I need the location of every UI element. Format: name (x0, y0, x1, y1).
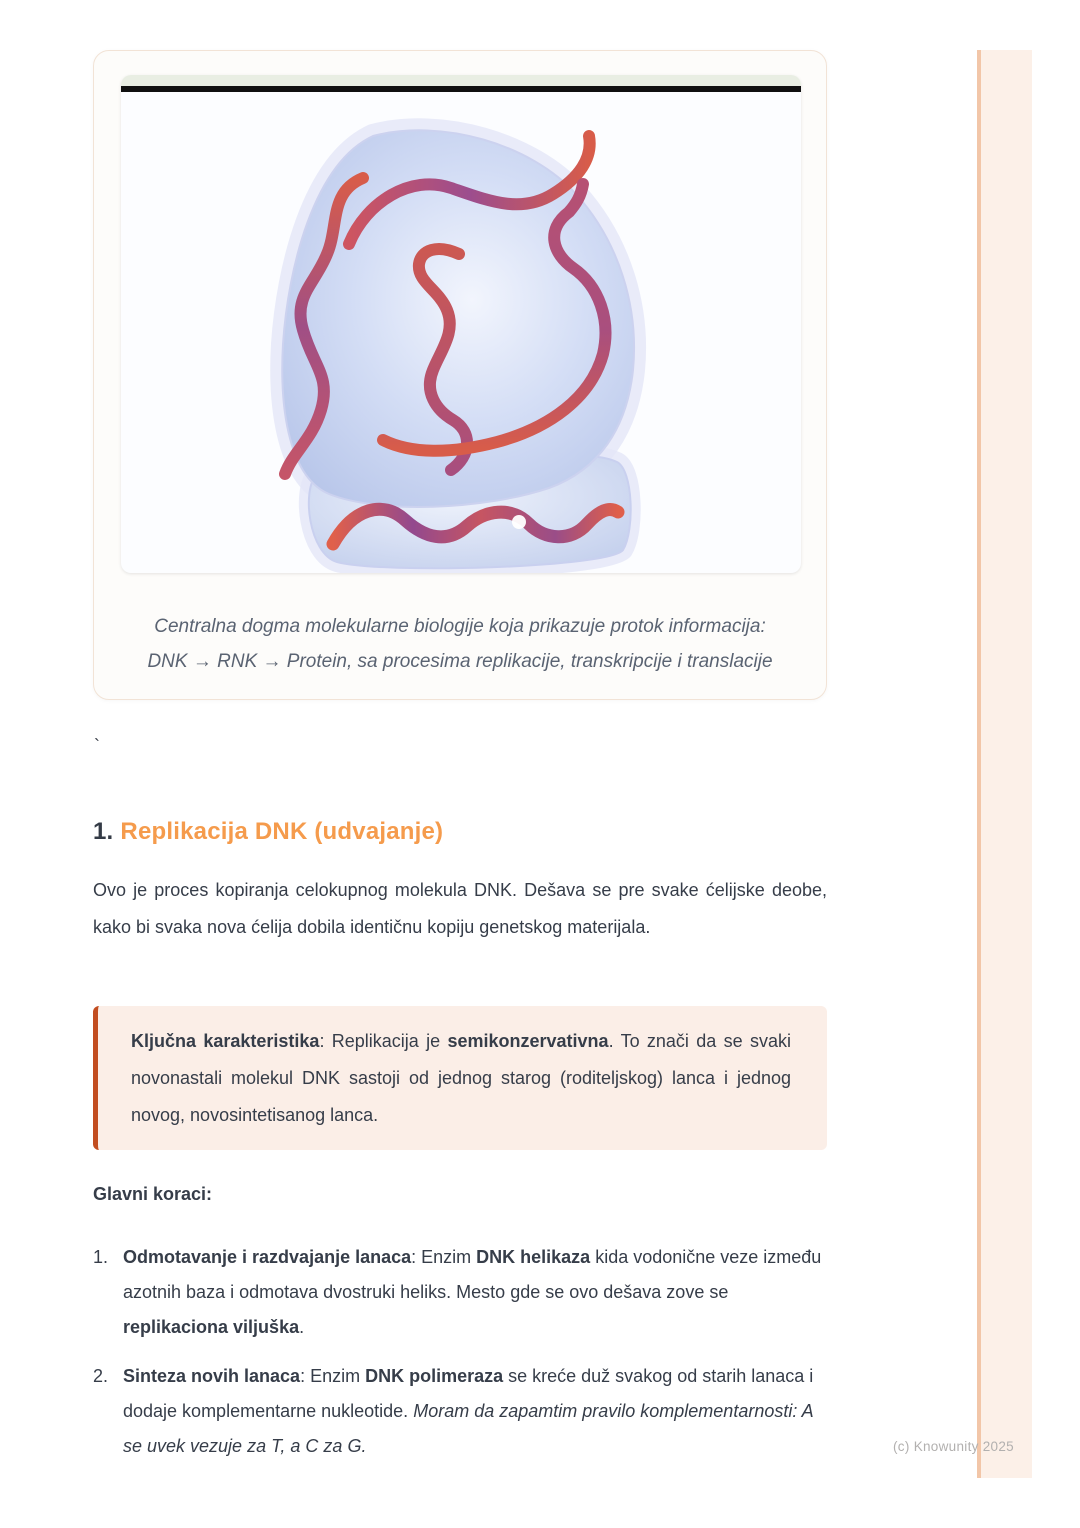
callout-text: Ključna karakteristika: Replikacija je semikonzervativna. To znači da se svaki novonastali molekul DNK sastoji od jednog starog (roditeljskog) lanca i jednog novog, novosintetisanog lanca. (131, 1031, 791, 1125)
figure-media (121, 75, 801, 573)
list-item-2-number: 2. (93, 1366, 109, 1386)
figure-card (93, 50, 827, 700)
central-dogma-illustration (121, 92, 801, 573)
list-item-1-text: Odmotavanje i razdvajanje lanaca: Enzim DNK helikaza kida vodonične veze između azotnih baza i odmotava dvostruki heliks. Mesto gde se ovo dešava zove se replikaciona viljuška. (123, 1247, 822, 1337)
figure-caption-line1: Centralna dogma molekularne biologije koja prikazuje protok informacija: (154, 616, 766, 637)
steps-label: Glavni koraci: (93, 1184, 213, 1204)
list-item-1 (93, 1240, 833, 1345)
section-heading-number: 1. (93, 818, 114, 845)
copyright-footer: (c) Knowunity 2025 (893, 1439, 1014, 1454)
list-item-1-number: 1. (93, 1247, 109, 1267)
intro-paragraph: Ovo je proces kopiranja celokupnog molekula DNK. Dešava se pre svake ćelijske deobe, kako bi svaka nova ćelija dobila identičnu kopiju genetskog materijala. (93, 880, 827, 937)
section-heading (93, 818, 443, 846)
section-heading-label: Replikacija DNK (udvajanje) (120, 818, 444, 845)
side-strip (977, 50, 1032, 1478)
stray-backtick-text: ` (94, 736, 100, 756)
media-topband (121, 75, 801, 86)
figure-caption (124, 609, 796, 679)
list-item-2-text: Sinteza novih lanaca: Enzim DNK polimeraza se kreće duž svakog od starih lanaca i dodaje komplementarne nukleotide. Moram da zapamtim pravilo komplementarnosti: A se uvek vezuje za T, a C za G. (123, 1366, 814, 1456)
figure-caption-line2: DNK → RNK → Protein, sa procesima replikacije, transkripcije i translacije (147, 651, 773, 672)
key-callout (93, 1006, 827, 1150)
list-item-2 (93, 1359, 833, 1464)
numbered-list (93, 1240, 833, 1478)
